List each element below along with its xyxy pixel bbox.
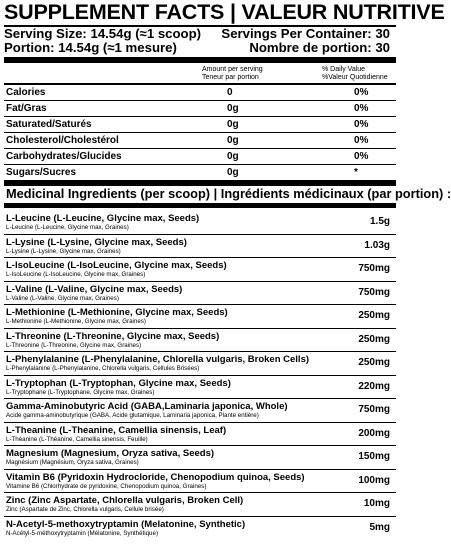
dv-header-fr: %Valeur Quotidienne (322, 74, 388, 81)
dv-column-header (322, 66, 388, 82)
ingredient-row (4, 470, 396, 494)
ingredient-amount: 750mg (358, 286, 390, 298)
nutrient-daily-value: 0% (354, 103, 369, 114)
medicinal-heading: Medicinal Ingredients (per scoop) | Ingrédients médicinaux (par portion) : (4, 186, 396, 208)
serving-size: Serving Size: 14.54g (≈1 scoop) (4, 26, 202, 41)
ingredient-name-en: L-Valine (L-Valine, Glycine max, Seeds) (6, 283, 183, 295)
ingredient-row (4, 399, 396, 423)
dv-header-en: % Daily Value (322, 66, 366, 73)
serving-line-en (4, 27, 396, 41)
label-title: SUPPLEMENT FACTS | VALEUR NUTRITIVE (4, 0, 445, 24)
serving-line-fr (4, 41, 396, 55)
ingredient-amount: 250mg (358, 333, 390, 345)
amount-header-en: Amount per serving (202, 66, 263, 73)
ingredient-name-en: N-Acetyl-5-methoxytryptamin (Melatonine, Synthetic) (6, 518, 246, 530)
nutrition-row (4, 149, 396, 165)
ingredient-row (4, 376, 396, 400)
amount-column-header (202, 66, 263, 82)
ingredient-amount: 250mg (358, 357, 390, 368)
nutrient-name: Cholesterol/Cholestérol (6, 135, 119, 146)
nutrient-daily-value: * (354, 167, 358, 178)
ingredient-name-fr: L-Phenylalanine (L-Phenylalanine, Chlorella vulgaris, Cellules Brisées) (6, 365, 200, 372)
nutrient-daily-value: 0% (354, 135, 369, 146)
ingredient-name-fr: Zinc (Aspartate de Zinc, Chlorella vulgaris, Cellule brisée) (6, 506, 164, 513)
ingredient-name-en: L-Leucine (L-Leucine, Glycine max, Seeds) (6, 213, 200, 224)
nutrient-amount: 0g (227, 119, 239, 130)
portions-count: Nombre de portion: 30 (249, 40, 390, 55)
portion-size: Portion: 14.54g (≈1 mesure) (4, 40, 177, 55)
nutrition-row (4, 117, 396, 133)
ingredient-row (4, 423, 396, 447)
ingredient-name-en: L-Tryptophan (L-Tryptophan, Glycine max, Seeds) (6, 377, 231, 389)
nutrition-row (4, 101, 396, 117)
nutrition-row (4, 133, 396, 149)
ingredient-name-fr: L-Methionine (L-Methionine, Glycine max, Graines) (6, 318, 146, 325)
ingredient-amount: 1.5g (369, 216, 390, 227)
nutrient-amount: 0g (227, 135, 239, 146)
nutrient-name: Sugars/Sucres (6, 167, 77, 178)
ingredient-list (4, 211, 396, 540)
ingredient-name-fr: L-Théanine (L-Théanine, Camellia sinensis, Feuille) (6, 435, 148, 443)
servings-per-container: Servings Per Container: 30 (221, 26, 390, 41)
ingredient-name-fr: N-Acétyl-5-méthoxytryptamin (Mélatonine, Synthétique) (6, 529, 158, 537)
ingredient-name-fr: Vitamine B6 (Chlorhydrate de pyridoxine, Chenopodium quinoa, Graines) (6, 482, 207, 490)
ingredient-name-fr: L-Lysine (L-Lysine, Glycine max, Graines) (6, 247, 121, 255)
ingredient-amount: 250mg (358, 310, 390, 321)
ingredient-name-fr: L-Valine (L-Valine, Glycine max, Graines) (6, 294, 119, 302)
nutrition-table (4, 85, 396, 180)
ingredient-name-fr: L-IsoLeucine (L-IsoLeucine, Glycine max, Graines) (6, 271, 146, 278)
nutrient-name: Fat/Gras (6, 103, 47, 114)
ingredient-row (4, 517, 396, 541)
ingredient-amount: 200mg (358, 427, 390, 439)
ingredient-name-en: L-Threonine (L-Threonine, Glycine max, Seeds) (6, 330, 220, 342)
ingredient-name-en: Vitamin B6 (Pyridoxin Hydrocloride, Chenopodium quinoa, Seeds) (6, 471, 305, 483)
nutrient-name: Calories (6, 87, 46, 98)
ingredient-name-en: L-Phenylalanine (L-Phenylalanine, Chlorella vulgaris, Broken Cells) (6, 354, 310, 365)
nutrient-name: Saturated/Saturés (6, 119, 92, 130)
ingredient-name-fr: L-Threonine (L-Threonine, Glycine max, Graines) (6, 341, 142, 349)
nutrition-row (4, 165, 396, 180)
nutrient-daily-value: 0% (354, 151, 369, 162)
ingredient-row (4, 352, 396, 376)
ingredient-amount: 750mg (358, 263, 390, 274)
ingredient-name-en: L-Lysine (L-Lysine, Glycine max, Seeds) (6, 236, 187, 248)
ingredient-amount: 10mg (363, 498, 390, 509)
ingredient-name-fr: Magnésium (Magnésium, Oryza sativa, Graines) (6, 459, 139, 466)
nutrient-amount: 0 (227, 87, 233, 98)
ingredient-amount: 150mg (358, 451, 390, 462)
nutrient-amount: 0g (227, 103, 239, 114)
nutrition-header (4, 63, 396, 83)
ingredient-name-en: L-Methionine (L-Methionine, Glycine max, Seeds) (6, 307, 228, 318)
ingredient-name-fr: L-Leucine (L-Leucine, Glycine max, Graines) (6, 224, 129, 231)
ingredient-name-fr: L-Tryptophane (L-Tryptophane, Glycine max, Graines) (6, 388, 155, 396)
ingredient-name-en: L-Theanine (L-Theanine, Camellia sinensis, Leaf) (6, 424, 227, 436)
ingredient-name-en: Magnesium (Magnesium, Oryza sativa, Seeds) (6, 448, 215, 459)
ingredient-amount: 220mg (358, 380, 390, 392)
ingredient-amount: 750mg (358, 404, 390, 415)
ingredient-name-en: L-IsoLeucine (L-IsoLeucine, Glycine max, Seeds) (6, 260, 227, 271)
nutrient-name: Carbohydrates/Glucides (6, 151, 122, 162)
ingredient-amount: 5mg (369, 521, 390, 533)
ingredient-amount: 100mg (358, 474, 390, 486)
ingredient-amount: 1.03g (364, 239, 390, 251)
ingredient-name-en: Zinc (Zinc Aspartate, Chlorella vulgaris, Broken Cell) (6, 495, 244, 506)
nutrient-daily-value: 0% (354, 119, 369, 130)
amount-header-fr: Teneur par portion (202, 74, 259, 81)
ingredient-row (4, 282, 396, 306)
ingredient-row (4, 258, 396, 282)
ingredient-row (4, 329, 396, 353)
ingredient-name-fr: Acide gamma-aminobutyrique (GABA, Acide glutamique, Laminaria japonica, Plante entière) (6, 412, 259, 419)
nutrient-amount: 0g (227, 167, 239, 178)
ingredient-row (4, 493, 396, 517)
nutrition-row (4, 85, 396, 101)
ingredient-name-en: Gamma-Aminobutyric Acid (GABA,Laminaria japonica, Whole) (6, 401, 288, 412)
ingredient-row (4, 211, 396, 235)
ingredient-row (4, 305, 396, 329)
ingredient-row (4, 235, 396, 259)
supplement-facts-label (4, 0, 451, 553)
ingredient-row (4, 446, 396, 470)
nutrient-daily-value: 0% (354, 87, 369, 98)
nutrient-amount: 0g (227, 151, 239, 162)
